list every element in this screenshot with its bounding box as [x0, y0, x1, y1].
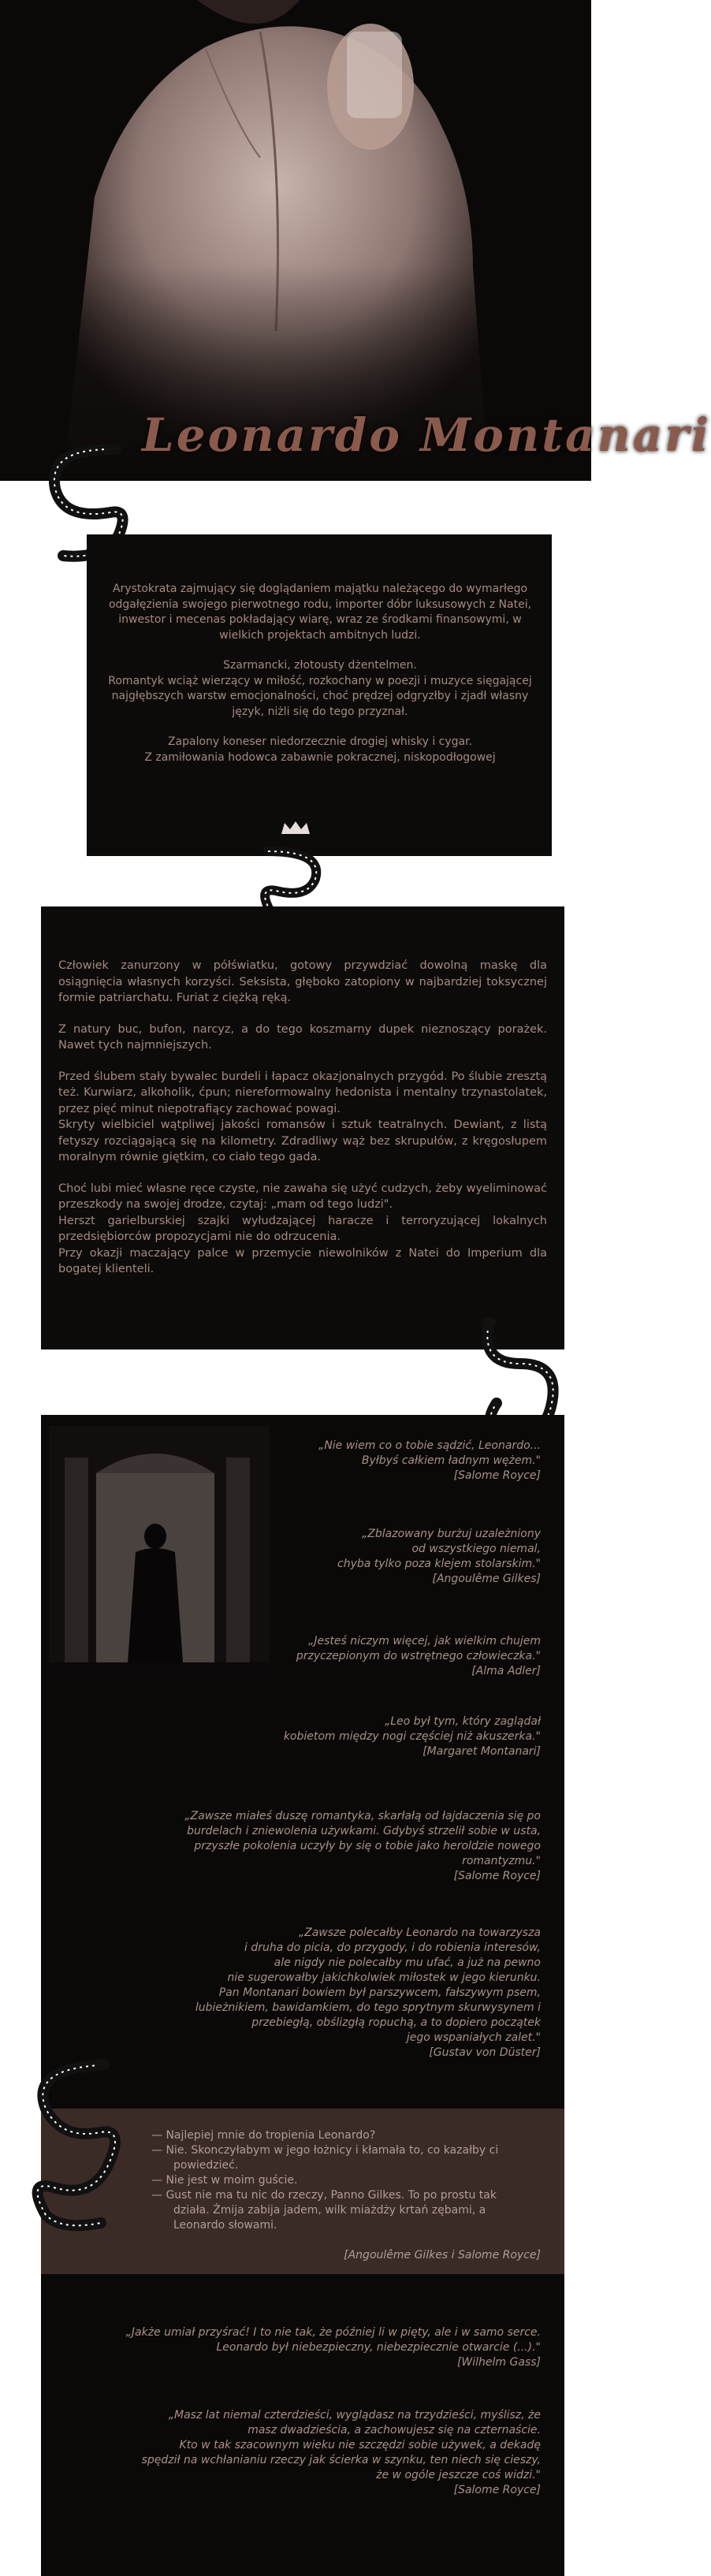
page-title: Leonardo Montanari	[142, 408, 711, 462]
intro-text	[104, 582, 536, 765]
quote	[296, 1634, 541, 1679]
character-paragraph: Z natury buc, bufon, narcyz, a do tego koszmarny dupek nieznoszący porażek. Nawet tych najmniejszych.	[58, 1022, 547, 1052]
snake-illustration	[14, 2053, 132, 2235]
quote-author: [Margaret Montanari]	[423, 1745, 541, 1758]
quote-author: [Salome Royce]	[453, 1870, 541, 1882]
character-paragraph: Człowiek zanurzony w półświatku, gotowy przywdziać dowolną maskę dla osiągnięcia własnych korzyści. Seksista, głęboko zatopiony w najbardziej toksycznej formie patriarchatu. Furiat z ciężką ręką.	[58, 959, 547, 1004]
quote-text: „Jakże umiał przyśrać! I to nie tak, że później li w pięty, ale i w samo serce. Leonardo był niebezpieczny, niebezpiecznie otwarcie (...)."	[125, 2326, 541, 2354]
quote-author: [Salome Royce]	[453, 1469, 541, 1482]
quote-author: [Salome Royce]	[453, 2484, 541, 2496]
character-text	[58, 958, 547, 1278]
quotes-panel	[41, 1415, 564, 2576]
character-panel	[41, 906, 564, 1349]
dialog-author: [Angoulême Gilkes i Salome Royce]	[344, 2249, 541, 2261]
quote	[195, 1926, 541, 2060]
quote-author: [Alma Adler]	[471, 1665, 541, 1677]
quote-text: „Nie wiem co o tobie sądzić, Leonardo... Byłbyś całkiem ładnym wężem."	[318, 1439, 541, 1467]
crown-ornament-icon	[280, 820, 311, 836]
quote	[142, 2408, 541, 2498]
dialog	[151, 2128, 514, 2233]
silhouette-doorway-image	[49, 1426, 270, 1686]
dialog-line: — Nie. Skonczyłabym w jego łożnicy i kłamała to, co kazałby ci powiedzieć.	[151, 2144, 499, 2172]
quote	[184, 1809, 541, 1884]
quote-text: „Leo był tym, który zaglądał kobietom między nogi częściej niż akuszerka."	[283, 1715, 541, 1743]
quote	[284, 1714, 541, 1759]
quote	[337, 1527, 541, 1587]
quote-author: [Angoulême Gilkes]	[432, 1573, 541, 1585]
character-paragraph: Choć lubi mieć własne ręce czyste, nie zawaha się użyć cudzych, żeby wyeliminować przeszkody na swojej drodze, czytaj: „mam od tego ludzi". Herszt garielburskiej szajki wyłudzającej haracze i terroryzującej lokalnych przedsiębiorców propozycjami nie do odrzucenia. Przy okazji maczający palce w przemycie niewolników z Natei do Imperium dla bogatej klienteli.	[58, 1182, 547, 1275]
quote-text: „Jesteś niczym więcej, jak wielkim chujem przyczepionym do wstrętnego człowieczka."	[296, 1635, 541, 1662]
dialog-line: — Nie jest w moim guście.	[151, 2174, 298, 2187]
character-paragraph: Przed ślubem stały bywalec burdeli i łapacz okazjonalnych przygód. Po ślubie zresztą też. Kurwiarz, alkoholik, ćpun; niereformowalny hedonista i mentalny trzynastolatek, przez pięć minut niepotrafiący zachować powagi. Skryty wielbiciel wątpliwej jakości romansów i sztuk teatralnych. Dewiant, z listą fetyszy rozciągającą się na kilometry. Zdradliwy wąż bez skrupułów, z kręgosłupem moralnym równie giętkim, co ciało tego gada.	[58, 1070, 547, 1163]
intro-paragraph: Szarmancki, złotousty dżentelmen. Romantyk wciąż wierzący w miłość, rozkochany w poezji i muzyce sięgającej najgłębszych warstw emocjonalności, choć prędzej odgryzłby i zjadł własny język, niżli się do tego przyznał.	[108, 659, 532, 718]
quote-author: [Gustav von Düster]	[429, 2046, 541, 2059]
intro-panel	[87, 534, 552, 856]
quote	[126, 2325, 541, 2370]
quote	[318, 1439, 541, 1483]
quote-text: „Masz lat niemal czterdzieści, wyglądasz na trzydzieści, myślisz, że masz dwadzieścia, a zachowujesz się na czternaście. Kto w tak szacownym wieku nie szczędzi sobie używek, a dekadę spędził na wchłanianiu rzeczy jak ścierka w szynku, ten niech się cieszy, że w ogóle jeszcze coś widzi."	[141, 2409, 541, 2481]
quote-text: „Zawsze polecałby Leonardo na towarzysza i druha do picia, do przygody, i do robienia interesów, ale nigdy nie polecałby mu ufać, a już na pewno nie sugerowałby jakichkolwiek miłostek w jego kierunku. Pan Montanari bowiem był parszywcem, fałszywym psem, lubieżnikiem, bawidamkiem, do tego sprytnym skurwysynem i przebiegłą, obślizgłą ropuchą, a to dopiero początek jego wspaniałych zalet."	[195, 1926, 541, 2044]
dialog-line: — Najlepiej mnie do tropienia Leonardo?	[151, 2129, 376, 2142]
hero-section	[0, 0, 711, 481]
quote-text: „Zawsze miałeś duszę romantyka, skarłałą od łajdaczenia się po burdelach i zniewolenia używkami. Gdybyś strzelił sobie w usta, przyszłe pokolenia uczyły by się o tobie jako heroldzie nowego romantyzmu."	[184, 1810, 541, 1867]
intro-paragraph: Zapalony koneser niedorzecznie drogiej whisky i cygar. Z zamiłowania hodowca zabawnie pokracznej, niskopodłogowej	[144, 735, 496, 764]
quote-author: [Wilhelm Gass]	[456, 2356, 541, 2369]
quote-text: „Zblazowany burżuj uzależniony od wszystkiego niemal, chyba tylko poza klejem stolarskim."	[337, 1528, 541, 1570]
intro-paragraph: Arystokrata zajmujący się doglądaniem majątku należącego do wymarłego odgałęzienia swojego pierwotnego rodu, importer dóbr luksusowych z Natei, inwestor i mecenas pokładający wiarę, wraz ze środkami finansowymi, w wielkich projektach ambitnych ludzi.	[108, 583, 532, 642]
dialog-line: — Gust nie ma tu nic do rzeczy, Panno Gilkes. To po prostu tak działa. Żmija zabija jadem, wilk miażdży krtań zębami, a Leonardo słowami.	[151, 2189, 497, 2232]
